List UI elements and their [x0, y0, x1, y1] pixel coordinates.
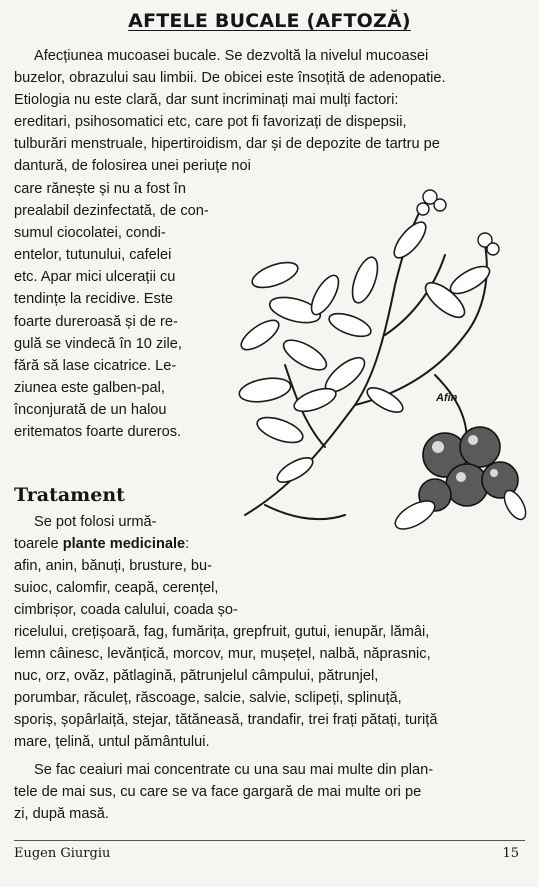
- bold-phrase: plante medicinale: [62, 536, 186, 552]
- text-line: etc. Apar mici ulcerații cu: [14, 269, 176, 285]
- text-line: lemn câinesc, levănțică, morcov, mur, mușețel, nalbă, năprasnic,: [14, 646, 431, 662]
- text-line: sporiș, șopârlaiță, stejar, tătăneasă, trandafir, trei frați pătați, turiță: [14, 712, 438, 728]
- section-heading: Tratament: [14, 484, 125, 506]
- text-line: afin, anin, bănuți, brusture, bu-: [14, 558, 212, 574]
- text-line: tulburări menstruale, hipertiroidism, dar și de depozite de tartru pe: [14, 136, 440, 152]
- figure-caption: Afin: [436, 392, 458, 404]
- text-line: Se fac ceaiuri mai concentrate cu una sau mai multe din plan-: [34, 762, 434, 778]
- text-line: porumbar, răculeț, răscoage, salcie, salvie, sclipeți, splinuță,: [14, 690, 402, 706]
- text-fragment: :: [185, 536, 190, 552]
- text-line: mare, țelină, untul pământului.: [14, 734, 210, 750]
- text-line: nuc, orz, ovăz, pătlagină, pătrunjelul câmpului, pătrunjel,: [14, 668, 379, 684]
- text-fragment: toarele: [14, 536, 63, 552]
- page-number: 15: [502, 846, 519, 861]
- text-line: suioc, calomfir, ceapă, cerențel,: [14, 580, 219, 596]
- text-line: entelor, tutunului, cafelei: [14, 247, 172, 263]
- text-line: fără să lase cicatrice. Le-: [14, 358, 177, 374]
- text-line: Afecțiunea mucoasei bucale. Se dezvoltă la nivelul mucoasei: [34, 48, 429, 64]
- text-line: înconjurată de un halou: [14, 402, 167, 418]
- blueberry-plant-illustration: [235, 185, 535, 565]
- text-line: eritematos foarte dureros.: [14, 424, 182, 440]
- text-line: prealabil dezinfectată, de con-: [14, 203, 209, 219]
- footer-divider: [14, 840, 525, 841]
- text-line: ziunea este galben-pal,: [14, 380, 165, 396]
- text-line: Se pot folosi urmă-: [34, 514, 157, 530]
- text-line: tele de mai sus, cu care se va face gargară de mai multe ori pe: [14, 784, 422, 800]
- text-line: gulă se vindecă în 10 zile,: [14, 336, 182, 352]
- text-line: sumul ciocolatei, condi-: [14, 225, 166, 241]
- text-line: ereditari, psihosomatici etc, care pot fi favorizați de dispepsii,: [14, 114, 407, 130]
- text-line: dantură, de folosirea unei periuțe noi: [14, 158, 251, 174]
- page-title: AFTELE BUCALE (AFTOZĂ): [128, 10, 411, 32]
- text-line: [14, 535, 189, 553]
- footer-author: Eugen Giurgiu: [14, 846, 111, 861]
- text-line: care rănește și nu a fost în: [14, 181, 186, 197]
- text-line: tendințe la recidive. Este: [14, 291, 173, 307]
- text-line: foarte dureroasă și de re-: [14, 314, 178, 330]
- text-line: ricelului, crețișoară, fag, fumărița, grepfruit, gutui, ienupăr, lămâi,: [14, 624, 430, 640]
- text-line: buzelor, obrazului sau limbii. De obicei este însoțită de adenopatie.: [14, 70, 446, 86]
- text-line: zi, după masă.: [14, 806, 109, 822]
- text-line: cimbrișor, coada calului, coada șo-: [14, 602, 238, 618]
- text-line: Etiologia nu este clară, dar sunt incriminați mai mulți factori:: [14, 92, 399, 108]
